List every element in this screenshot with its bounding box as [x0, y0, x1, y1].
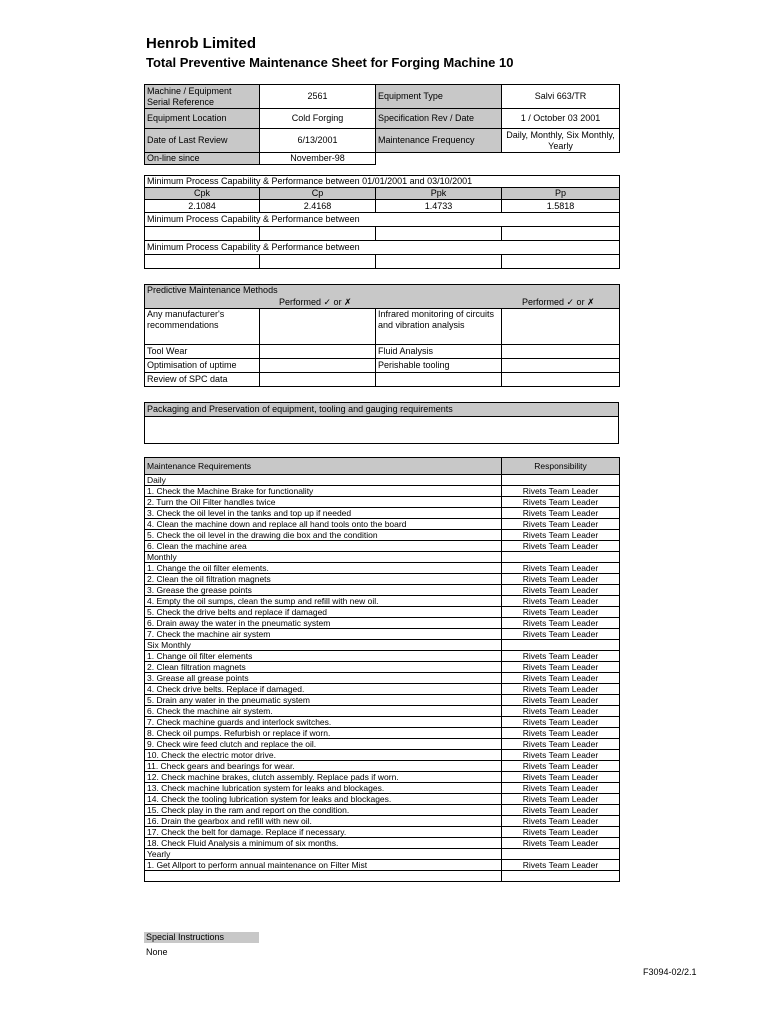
- requirement-text: 3. Grease all grease points: [145, 673, 502, 684]
- location-value: Cold Forging: [260, 109, 376, 129]
- responsibility-cell: Rivets Team Leader: [502, 728, 620, 739]
- review-value: 6/13/2001: [260, 129, 376, 153]
- requirement-text: 18. Check Fluid Analysis a minimum of six months.: [145, 838, 502, 849]
- predictive-table: [144, 284, 620, 387]
- responsibility-cell: Rivets Team Leader: [502, 838, 620, 849]
- responsibility-cell: Rivets Team Leader: [502, 585, 620, 596]
- requirement-text: 1. Change oil filter elements: [145, 651, 502, 662]
- table-row: [145, 794, 620, 805]
- responsibility-cell: Rivets Team Leader: [502, 541, 620, 552]
- table-row: [145, 486, 620, 497]
- responsibility-cell: Rivets Team Leader: [502, 530, 620, 541]
- table-row: [145, 871, 620, 882]
- packaging-title: Packaging and Preservation of equipment, tooling and gauging requirements: [145, 403, 619, 417]
- table-row: [145, 772, 620, 783]
- requirement-text: 1. Check the Machine Brake for functionality: [145, 486, 502, 497]
- table-row: [145, 629, 620, 640]
- table-row: [145, 695, 620, 706]
- table-row: [145, 530, 620, 541]
- special-instructions-value: None: [146, 947, 168, 957]
- table-row: [145, 761, 620, 772]
- table-row: [145, 860, 620, 871]
- freq-value: Daily, Monthly, Six Monthly, Yearly: [502, 129, 620, 153]
- responsibility-cell: Rivets Team Leader: [502, 486, 620, 497]
- responsibility-cell: [502, 475, 620, 486]
- capability-title-2: Minimum Process Capability & Performance between: [145, 213, 620, 227]
- predictive-item: Review of SPC data: [145, 373, 260, 387]
- performed-cell[interactable]: [260, 359, 376, 373]
- requirement-text: 1. Change the oil filter elements.: [145, 563, 502, 574]
- requirement-text: 13. Check machine lubrication system for leaks and blockages.: [145, 783, 502, 794]
- responsibility-cell: Rivets Team Leader: [502, 596, 620, 607]
- table-row: [145, 651, 620, 662]
- requirement-text: 5. Check the drive belts and replace if damaged: [145, 607, 502, 618]
- requirement-text: Yearly: [145, 849, 502, 860]
- responsibility-cell: Rivets Team Leader: [502, 816, 620, 827]
- requirement-text: 9. Check wire feed clutch and replace the oil.: [145, 739, 502, 750]
- table-row: [145, 849, 620, 860]
- spec-value: 1 / October 03 2001: [502, 109, 620, 129]
- predictive-item: Any manufacturer's recommendations: [145, 309, 260, 345]
- requirement-text: 1. Get Allport to perform annual maintenance on Filter Mist: [145, 860, 502, 871]
- capability-title-3: Minimum Process Capability & Performance between: [145, 241, 620, 255]
- requirement-text: 2. Clean filtration magnets: [145, 662, 502, 673]
- responsibility-cell: Rivets Team Leader: [502, 508, 620, 519]
- responsibility-cell: Rivets Team Leader: [502, 684, 620, 695]
- responsibility-cell: Rivets Team Leader: [502, 750, 620, 761]
- packaging-content[interactable]: [145, 417, 619, 444]
- equipment-table: [144, 84, 620, 165]
- table-row: [145, 497, 620, 508]
- table-row: [145, 475, 620, 486]
- requirement-text: 6. Drain away the water in the pneumatic system: [145, 618, 502, 629]
- table-row: [145, 750, 620, 761]
- predictive-item: Optimisation of uptime: [145, 359, 260, 373]
- performed-right: Performed ✓ or ✗: [522, 297, 595, 307]
- table-row: [145, 783, 620, 794]
- performed-cell[interactable]: [502, 359, 620, 373]
- table-row: [145, 728, 620, 739]
- table-row: [145, 508, 620, 519]
- table-row: [145, 816, 620, 827]
- requirement-text: 4. Clean the machine down and replace all hand tools onto the board: [145, 519, 502, 530]
- cpk-header: Cpk: [145, 188, 260, 200]
- requirement-text: 3. Check the oil level in the tanks and top up if needed: [145, 508, 502, 519]
- responsibility-cell: Rivets Team Leader: [502, 717, 620, 728]
- serial-value: 2561: [260, 85, 376, 109]
- responsibility-cell: Rivets Team Leader: [502, 563, 620, 574]
- pp-value: 1.5818: [502, 200, 620, 213]
- requirement-text: 15. Check play in the ram and report on the condition.: [145, 805, 502, 816]
- responsibility-cell: Rivets Team Leader: [502, 695, 620, 706]
- performed-cell[interactable]: [502, 373, 620, 387]
- freq-label: Maintenance Frequency: [376, 129, 502, 153]
- requirement-text: 5. Drain any water in the pneumatic system: [145, 695, 502, 706]
- company-name: Henrob Limited: [146, 35, 257, 52]
- packaging-table: [144, 402, 619, 444]
- cp-header: Cp: [260, 188, 376, 200]
- requirement-text: 4. Empty the oil sumps, clean the sump and refill with new oil.: [145, 596, 502, 607]
- table-row: [145, 519, 620, 530]
- requirement-text: 17. Check the belt for damage. Replace if necessary.: [145, 827, 502, 838]
- table-row: [145, 541, 620, 552]
- performed-cell[interactable]: [260, 309, 376, 345]
- requirement-text: Six Monthly: [145, 640, 502, 651]
- table-row: [145, 607, 620, 618]
- requirement-text: 7. Check machine guards and interlock switches.: [145, 717, 502, 728]
- predictive-item: Fluid Analysis: [376, 345, 502, 359]
- predictive-item: Perishable tooling: [376, 359, 502, 373]
- table-row: [145, 563, 620, 574]
- performed-left: Performed ✓ or ✗: [279, 297, 352, 307]
- responsibility-cell: Rivets Team Leader: [502, 629, 620, 640]
- predictive-item: Infrared monitoring of circuits and vibration analysis: [376, 309, 502, 345]
- table-row: [145, 585, 620, 596]
- table-row: [145, 662, 620, 673]
- table-row: [145, 717, 620, 728]
- pp-header: Pp: [502, 188, 620, 200]
- responsibility-cell: Rivets Team Leader: [502, 827, 620, 838]
- sheet-title: Total Preventive Maintenance Sheet for Forging Machine 10: [146, 55, 514, 70]
- responsibility-cell: Rivets Team Leader: [502, 772, 620, 783]
- responsibility-cell: Rivets Team Leader: [502, 761, 620, 772]
- ppk-value: 1.4733: [376, 200, 502, 213]
- requirement-text: 7. Check the machine air system: [145, 629, 502, 640]
- requirement-text: 5. Check the oil level in the drawing die box and the condition: [145, 530, 502, 541]
- form-code: F3094-02/2.1: [643, 967, 697, 977]
- requirement-text: Daily: [145, 475, 502, 486]
- responsibility-cell: Rivets Team Leader: [502, 497, 620, 508]
- responsibility-cell: Rivets Team Leader: [502, 574, 620, 585]
- requirement-text: Monthly: [145, 552, 502, 563]
- responsibility-cell: [502, 552, 620, 563]
- responsibility-cell: Rivets Team Leader: [502, 673, 620, 684]
- table-row: [145, 827, 620, 838]
- responsibility-cell: Rivets Team Leader: [502, 651, 620, 662]
- table-row: [145, 596, 620, 607]
- responsibility-cell: [502, 849, 620, 860]
- responsibility-cell: Rivets Team Leader: [502, 783, 620, 794]
- table-row: [145, 684, 620, 695]
- responsibility-cell: Rivets Team Leader: [502, 739, 620, 750]
- requirement-text: 4. Check drive belts. Replace if damaged.: [145, 684, 502, 695]
- requirement-text: 16. Drain the gearbox and refill with new oil.: [145, 816, 502, 827]
- spec-label: Specification Rev / Date: [376, 109, 502, 129]
- responsibility-cell: Rivets Team Leader: [502, 860, 620, 871]
- requirement-text: 2. Clean the oil filtration magnets: [145, 574, 502, 585]
- responsibility-cell: Rivets Team Leader: [502, 805, 620, 816]
- maintenance-table: [144, 457, 620, 882]
- requirement-text: 12. Check machine brakes, clutch assembly. Replace pads if worn.: [145, 772, 502, 783]
- responsibility-header: Responsibility: [502, 458, 620, 475]
- responsibility-cell: Rivets Team Leader: [502, 794, 620, 805]
- table-row: [145, 673, 620, 684]
- requirement-text: 6. Clean the machine area: [145, 541, 502, 552]
- responsibility-cell: Rivets Team Leader: [502, 706, 620, 717]
- table-row: [145, 640, 620, 651]
- table-row: [145, 739, 620, 750]
- online-label: On-line since: [145, 153, 260, 165]
- table-row: [145, 552, 620, 563]
- type-value: Salvi 663/TR: [502, 85, 620, 109]
- serial-label: Machine / Equipment Serial Reference: [145, 85, 260, 109]
- responsibility-cell: Rivets Team Leader: [502, 618, 620, 629]
- responsibility-cell: [502, 871, 620, 882]
- cp-value: 2.4168: [260, 200, 376, 213]
- table-row: [145, 618, 620, 629]
- performed-cell[interactable]: [260, 373, 376, 387]
- requirement-text: 11. Check gears and bearings for wear.: [145, 761, 502, 772]
- responsibility-cell: Rivets Team Leader: [502, 607, 620, 618]
- requirement-text: 8. Check oil pumps. Refurbish or replace if worn.: [145, 728, 502, 739]
- requirements-header: Maintenance Requirements: [145, 458, 502, 475]
- requirement-text: 6. Check the machine air system.: [145, 706, 502, 717]
- predictive-item: Tool Wear: [145, 345, 260, 359]
- performed-cell[interactable]: [502, 345, 620, 359]
- ppk-header: Ppk: [376, 188, 502, 200]
- location-label: Equipment Location: [145, 109, 260, 129]
- table-row: [145, 805, 620, 816]
- online-value: November-98: [260, 153, 376, 165]
- type-label: Equipment Type: [376, 85, 502, 109]
- requirement-text: 3. Grease the grease points: [145, 585, 502, 596]
- performed-cell[interactable]: [502, 309, 620, 345]
- table-row: [145, 574, 620, 585]
- cpk-value: 2.1084: [145, 200, 260, 213]
- predictive-title: Predictive Maintenance Methods: [147, 285, 278, 295]
- performed-cell[interactable]: [260, 345, 376, 359]
- responsibility-cell: Rivets Team Leader: [502, 662, 620, 673]
- table-row: [145, 838, 620, 849]
- responsibility-cell: Rivets Team Leader: [502, 519, 620, 530]
- review-label: Date of Last Review: [145, 129, 260, 153]
- capability-table: [144, 175, 620, 269]
- requirement-text: 14. Check the tooling lubrication system for leaks and blockages.: [145, 794, 502, 805]
- predictive-item: [376, 373, 502, 387]
- table-row: [145, 706, 620, 717]
- requirement-text: [145, 871, 502, 882]
- requirement-text: 2. Turn the Oil Filter handles twice: [145, 497, 502, 508]
- special-instructions-label: Special Instructions: [144, 932, 259, 943]
- requirement-text: 10. Check the electric motor drive.: [145, 750, 502, 761]
- responsibility-cell: [502, 640, 620, 651]
- capability-title-1: Minimum Process Capability & Performance between 01/01/2001 and 03/10/2001: [145, 176, 620, 188]
